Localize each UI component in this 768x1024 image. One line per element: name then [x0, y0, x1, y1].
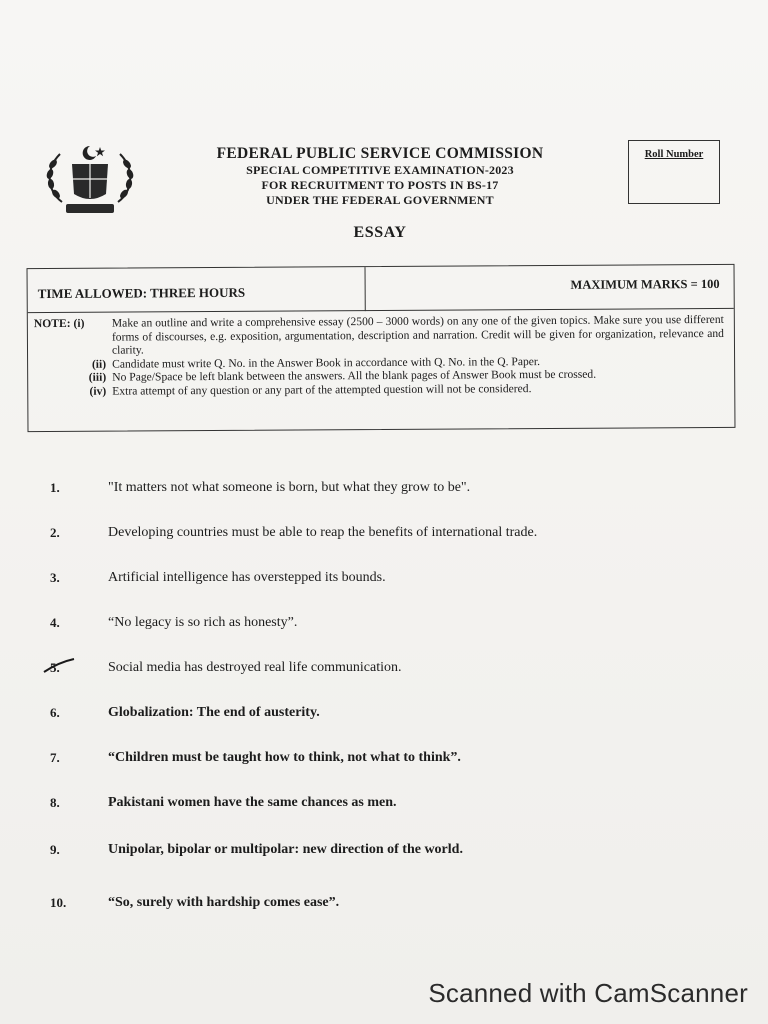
note-item — [34, 313, 724, 358]
instructions-box — [27, 264, 736, 432]
fpsc-emblem-icon — [40, 142, 140, 220]
note-label: (ii) — [91, 357, 107, 371]
topic-text: Social media has destroyed real life communication. — [108, 660, 402, 675]
recruitment-line: FOR RECRUITMENT TO POSTS IN BS-17 — [261, 178, 499, 192]
list-item — [30, 895, 730, 919]
roll-number-label: Roll Number — [644, 149, 704, 160]
list-item — [30, 615, 730, 639]
topic-text: “No legacy is so rich as honesty”. — [108, 615, 298, 630]
topic-number: 3. — [50, 570, 60, 585]
topic-number: 4. — [50, 615, 60, 630]
paper-title: ESSAY — [353, 224, 407, 241]
maximum-marks: MAXIMUM MARKS = 100 — [570, 276, 720, 292]
note-item — [34, 381, 724, 399]
list-item — [30, 705, 730, 729]
pen-strike-mark — [42, 656, 76, 676]
list-item — [30, 842, 730, 866]
topic-text: "It matters not what someone is born, but what they grow to be". — [108, 480, 471, 495]
note-text: Extra attempt of any question or any part of the attempted question will not be considered. — [112, 382, 532, 398]
note-text: No Page/Space be left blank between the answers. All the blank pages of Answer Book must be crossed. — [112, 368, 597, 385]
topic-text: Unipolar, bipolar or multipolar: new direction of the world. — [108, 842, 463, 857]
list-item — [30, 525, 730, 549]
note-text: Candidate must write Q. No. in the Answer Book in accordance with Q. No. in the Q. Paper. — [112, 354, 541, 371]
topic-number: 9. — [50, 842, 60, 857]
topic-text: Artificial intelligence has overstepped its bounds. — [108, 570, 386, 585]
exam-header — [180, 145, 580, 208]
note-label: (iv) — [89, 384, 107, 398]
notes-section — [34, 313, 724, 399]
note-text: Make an outline and write a comprehensive essay (2500 – 3000 words) on any one of the given topics. Make sure you use different forms of discourses, e.g. exposition, argumentation, description and narration. Credit will be given for organization, relevance and clarity. — [111, 312, 724, 357]
time-allowed: TIME ALLOWED: THREE HOURS — [37, 284, 246, 302]
list-item — [30, 660, 730, 684]
topic-number: 6. — [50, 705, 60, 720]
topic-number: 2. — [50, 525, 60, 540]
roll-number-box — [628, 140, 720, 204]
list-item — [30, 570, 730, 594]
topic-number: 7. — [50, 750, 60, 765]
topic-text: Globalization: The end of austerity. — [108, 705, 320, 720]
exam-info-row — [28, 265, 734, 313]
government-line: UNDER THE FEDERAL GOVERNMENT — [266, 193, 494, 207]
topic-number: 8. — [50, 795, 60, 810]
topic-number: 1. — [50, 480, 60, 495]
list-item — [30, 750, 730, 774]
topic-text: Developing countries must be able to reap the benefits of international trade. — [108, 525, 538, 540]
topic-text: “So, surely with hardship comes ease”. — [108, 895, 340, 910]
topic-text: “Children must be taught how to think, not what to think”. — [108, 750, 461, 765]
exam-name: SPECIAL COMPETITIVE EXAMINATION-2023 — [246, 163, 514, 177]
info-divider — [365, 267, 366, 311]
topic-number: 10. — [50, 895, 67, 910]
topic-number: 5. — [50, 660, 60, 675]
topic-text: Pakistani women have the same chances as men. — [108, 795, 397, 810]
list-item — [30, 480, 730, 504]
camscanner-watermark: Scanned with CamScanner — [428, 978, 748, 1008]
list-item — [30, 795, 730, 819]
note-label: (iii) — [88, 371, 107, 385]
note-label: NOTE: (i) — [33, 316, 85, 331]
commission-name: FEDERAL PUBLIC SERVICE COMMISSION — [216, 145, 544, 162]
